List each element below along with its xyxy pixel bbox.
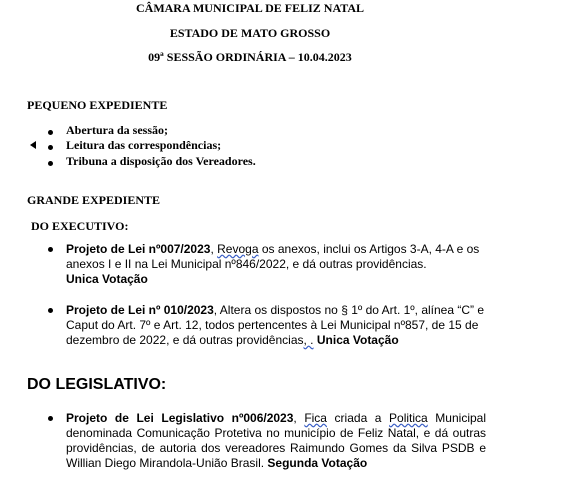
spellcheck-word: Revoga (217, 242, 259, 256)
list-item: Projeto de Lei nº 010/2023, Altera os dispostos no § 1º do Art. 1º, alínea “C” e Caput do Art. 7º e Art. 12, todos pertencentes à Lei Municipal nº857, de 15 de dezembro de 2022, e dá outras providências, . Unica Votação (66, 303, 485, 347)
list-item: Tribuna a disposição dos Vereadores. (66, 154, 256, 168)
bullet-icon (48, 308, 53, 313)
title-session: 09ª SESSÃO ORDINÁRIA – 10.04.2023 (148, 50, 352, 64)
bullet-icon (48, 416, 53, 421)
spellcheck-word: Politica (389, 411, 428, 425)
bill-label: Projeto de Lei nº 010/2023 (66, 303, 214, 317)
spellcheck-word: Fica (304, 411, 327, 425)
title-chamber: CÂMARA MUNICIPAL DE FELIZ NATAL (135, 1, 364, 15)
vote-label: Unica Votação (316, 333, 399, 347)
section-grande-expediente: GRANDE EXPEDIENTE (27, 193, 161, 207)
subsection-executivo: DO EXECUTIVO: (31, 219, 129, 233)
bullet-icon (48, 145, 53, 150)
bill-label: Projeto de Lei Legislativo nº006/2023 (66, 411, 294, 425)
collapse-triangle-icon[interactable] (30, 141, 36, 149)
vote-label: Unica Votação (66, 272, 148, 286)
subsection-legislativo: DO LEGISLATIVO: (27, 376, 167, 393)
list-item: Projeto de Lei Legislativo nº006/2023, Fica criada a Politica Municipal denominada Comunicação Protetiva no município de Feliz Natal, e dá outras providências, de autoria dos vereadores Raimundo Gomes da Silva PSDB e Willian Diego Mirandola-União Brasil. Segunda Votação (66, 411, 486, 470)
bullet-icon (48, 247, 53, 252)
bullet-icon (48, 130, 53, 135)
list-item: Projeto de Lei nº007/2023, Revoga os anexos, inclui os Artigos 3-A, 4-A e os anexos I e II na Lei Municipal nº846/2022, e dá outras providências. Unica Votação (66, 242, 480, 286)
vote-label: Segunda Votação (267, 456, 368, 470)
list-item: Leitura das correspondências; (66, 138, 222, 152)
bill-label: Projeto de Lei nº007/2023 (66, 242, 211, 256)
bullet-icon (48, 161, 53, 166)
section-pequeno-expediente: PEQUENO EXPEDIENTE (27, 98, 168, 112)
spellcheck-punct: , . (303, 333, 314, 347)
list-item: Abertura da sessão; (66, 123, 168, 137)
title-state: ESTADO DE MATO GROSSO (169, 26, 331, 40)
